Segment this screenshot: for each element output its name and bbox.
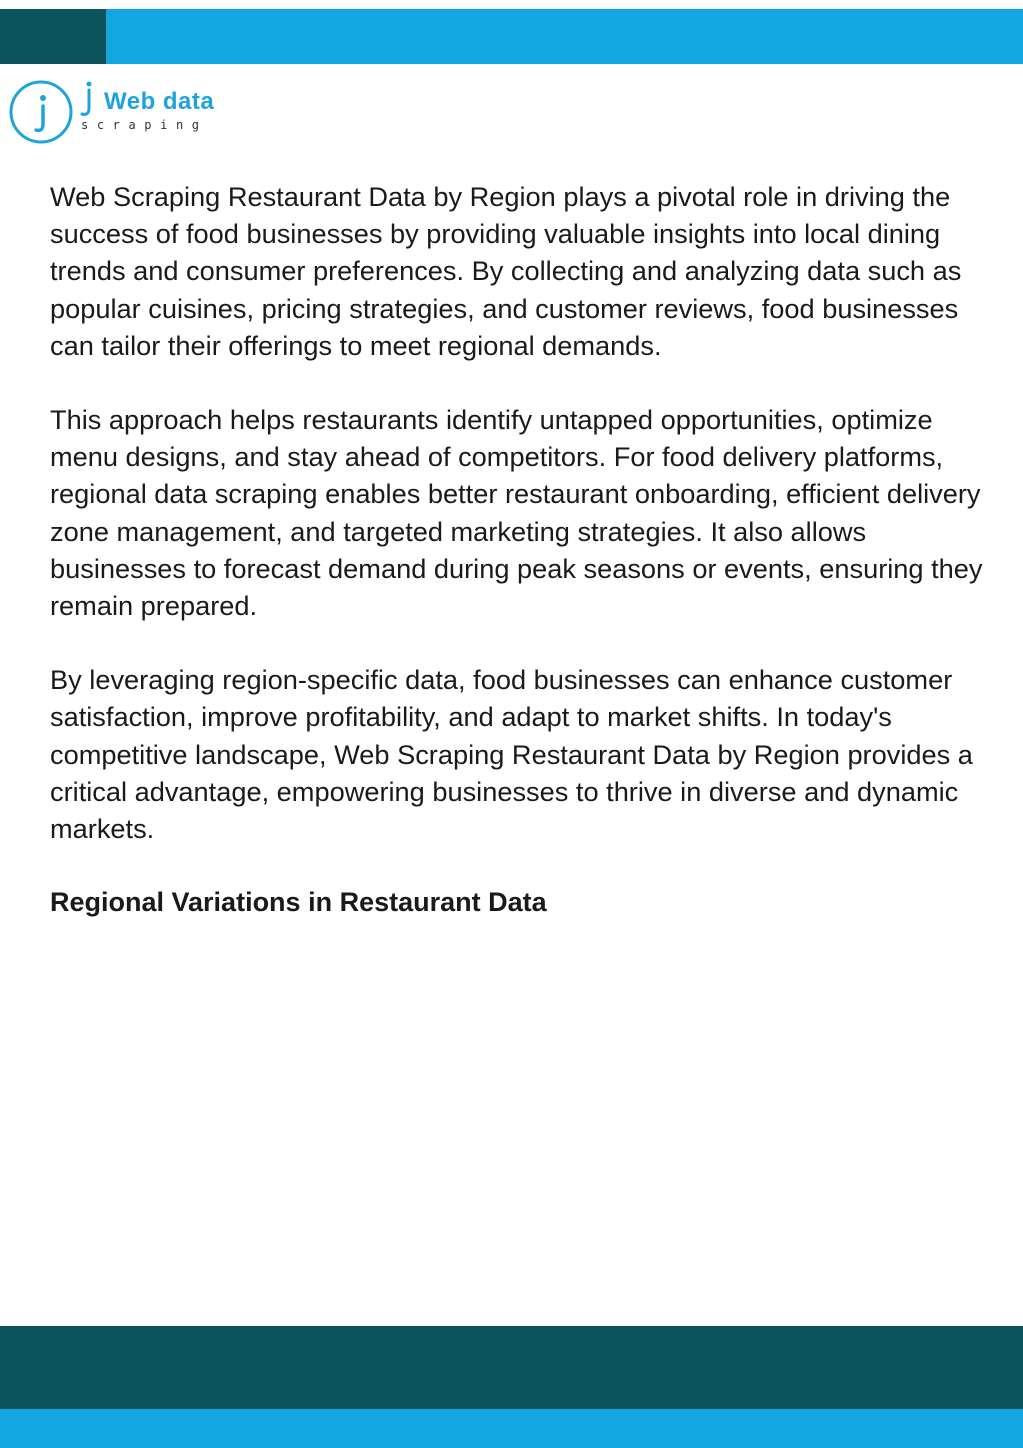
logo-tagline: scraping (81, 118, 208, 132)
paragraph-2: This approach helps restaurants identify untapped opportunities, optimize menu designs, and stay ahead of competitors. For food delivery platforms, regional data scraping enables better restaurant onboarding, efficient delivery zone management, and targeted marketing strategies. It also allows businesses to forecast demand during peak seasons or events, ensuring they remain prepared. (50, 404, 983, 622)
paragraph-1: Web Scraping Restaurant Data by Region plays a pivotal role in driving the success of food businesses by providing valuable insights into local dining trends and consumer preferences. By collecting and analyzing data such as popular cuisines, pricing strategies, and customer reviews, food businesses can tailor their offerings to meet regional demands. (50, 181, 962, 361)
logo-j-icon (8, 76, 108, 146)
brand-logo (8, 76, 238, 146)
header-band-accent (0, 9, 106, 64)
footer-band-accent (0, 1409, 1023, 1448)
logo-wordmark: Web data (104, 88, 215, 115)
article-body (50, 178, 995, 921)
footer-band (0, 1326, 1023, 1409)
header-band (0, 9, 1023, 64)
section-heading: Regional Variations in Restaurant Data (50, 887, 547, 918)
paragraph-3: By leveraging region-specific data, food businesses can enhance customer satisfaction, improve profitability, and adapt to market shifts. In today's competitive landscape, Web Scraping Restaurant Data by Region provides a critical advantage, empowering businesses to thrive in diverse and dynamic markets. (50, 664, 973, 845)
